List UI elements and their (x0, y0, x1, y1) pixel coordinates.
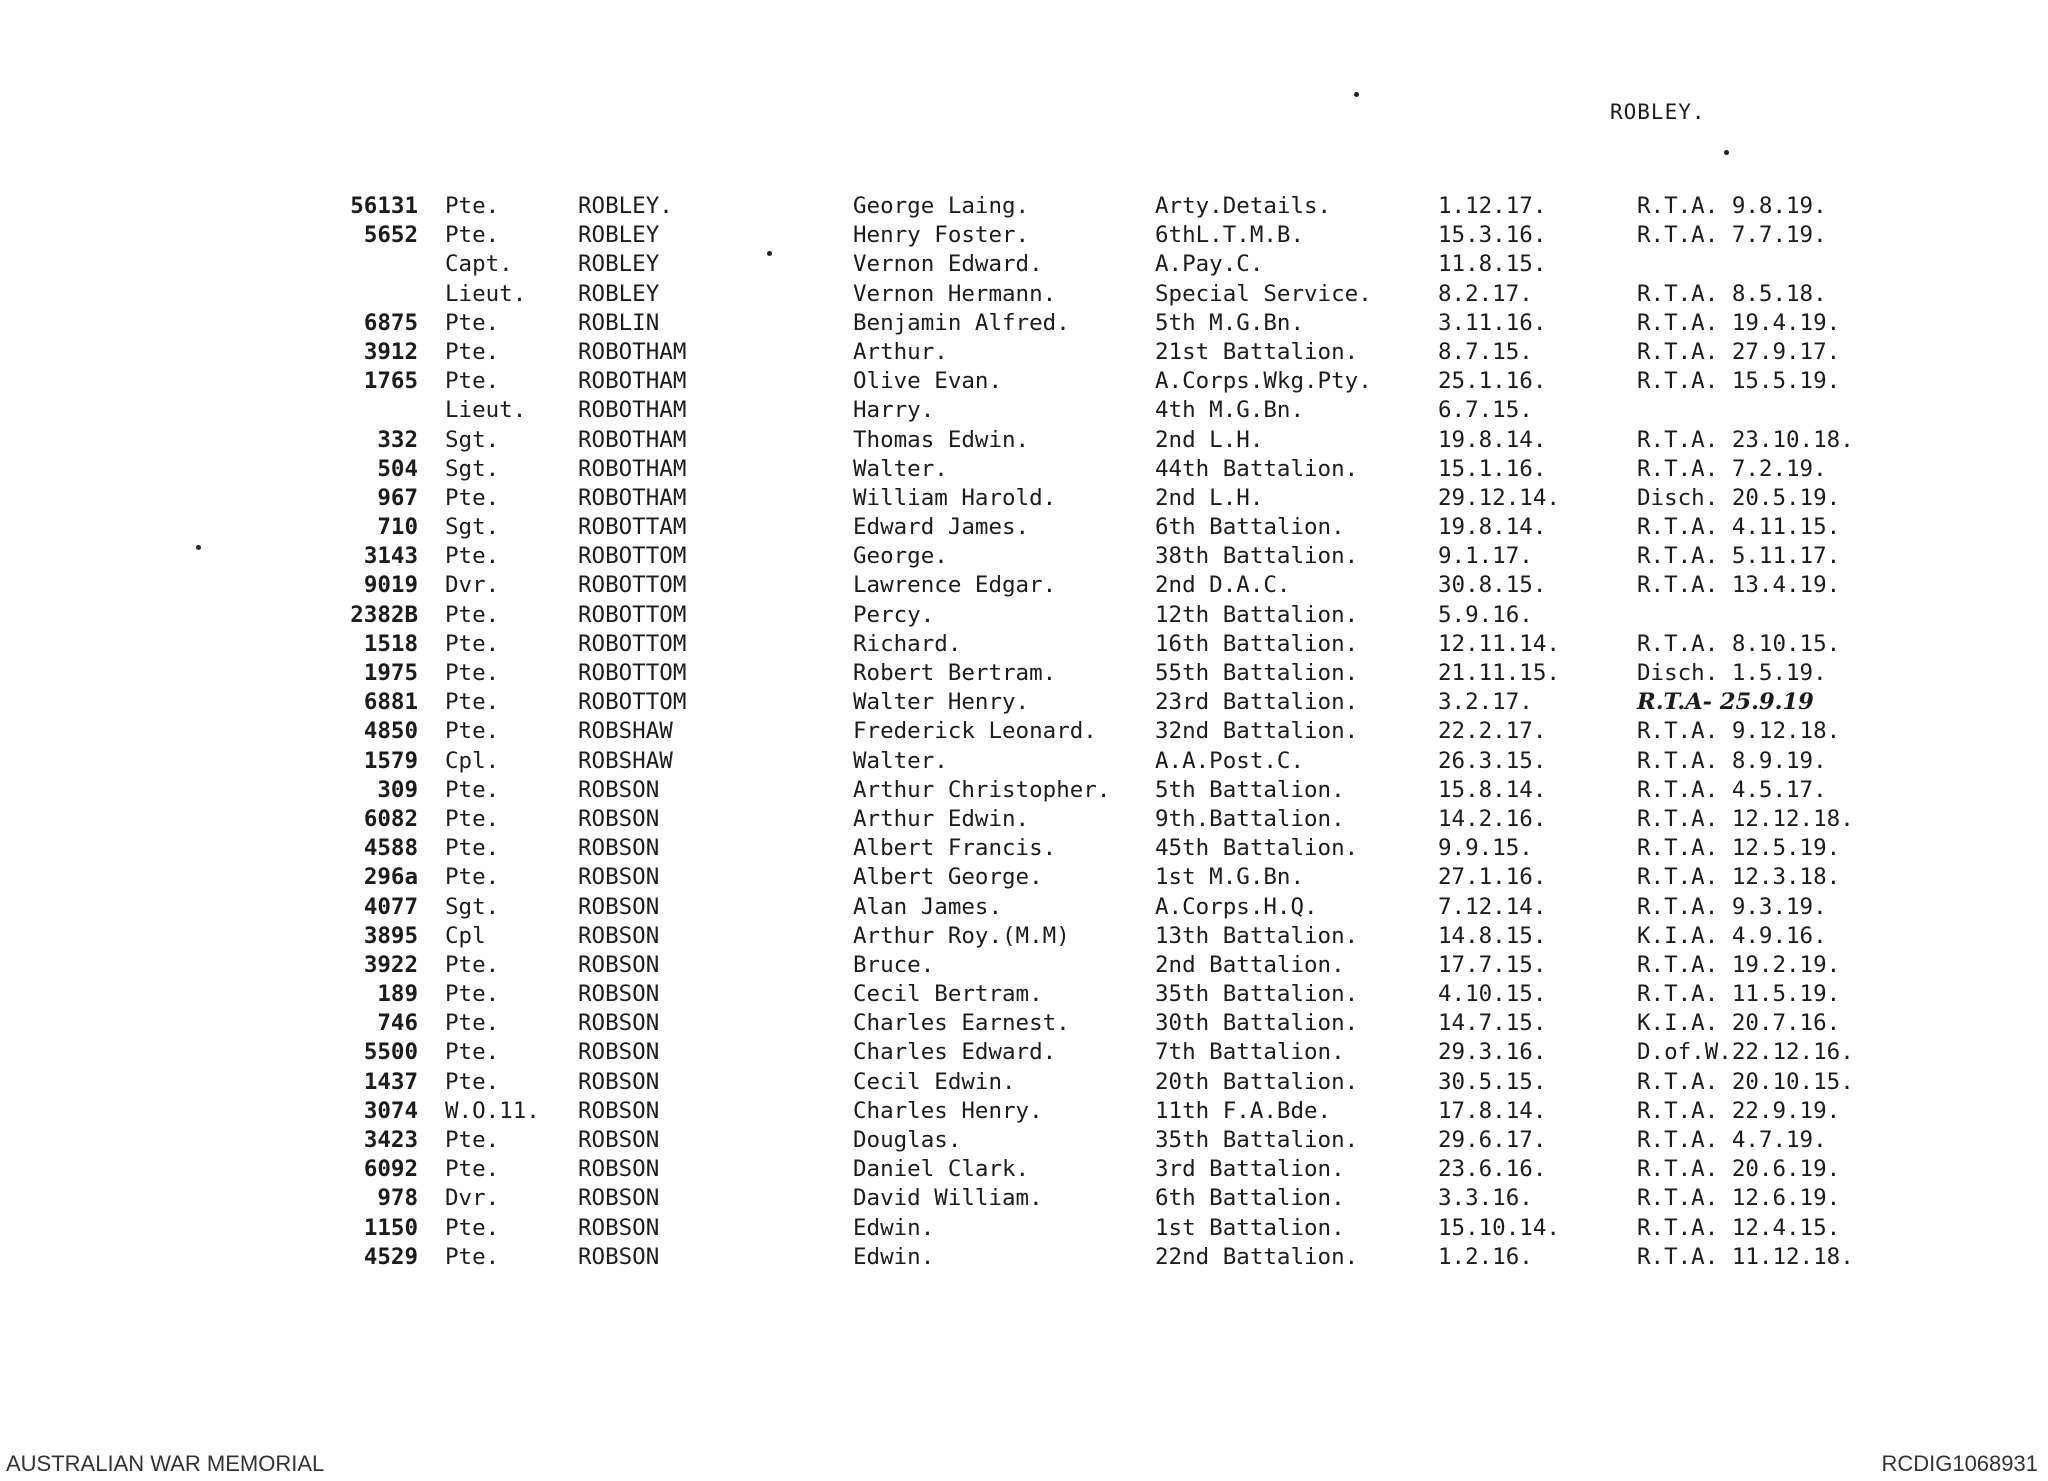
service-number: 1579 (363, 747, 418, 774)
fate: R.T.A. 8.9.19. (1637, 747, 1827, 774)
surname: ROBSON (578, 1039, 660, 1066)
service-number: 978 (377, 1185, 418, 1212)
surname: ROBLEY. (578, 193, 673, 219)
enlistment-date: 12.11.14. (1438, 630, 1560, 657)
fate: R.T.A- 25.9.19 (1637, 689, 1814, 716)
surname: ROBSON (578, 805, 660, 832)
unit: 6thL.T.M.B. (1155, 222, 1305, 249)
enlistment-date: 23.6.16. (1438, 1156, 1547, 1183)
service-number: 5652 (363, 222, 418, 249)
service-number: 189 (377, 981, 418, 1008)
fate: R.T.A. 9.8.19. (1637, 193, 1827, 219)
unit: 4th M.G.Bn. (1155, 397, 1305, 424)
fate: R.T.A. 7.2.19. (1637, 455, 1827, 482)
surname: ROBSON (578, 1243, 660, 1270)
rank: Sgt. (445, 893, 500, 920)
rank: Pte. (445, 338, 500, 365)
fate: R.T.A. 20.6.19. (1637, 1156, 1841, 1183)
unit: A.Pay.C. (1155, 251, 1264, 278)
unit: A.Corps.H.Q. (1155, 893, 1318, 920)
ink-speck (1724, 150, 1729, 155)
service-number: 4529 (363, 1243, 418, 1270)
surname: ROBOTTOM (578, 630, 687, 657)
rank: Pte. (445, 1127, 500, 1153)
unit: 2nd L.H. (1155, 484, 1264, 511)
surname: ROBSON (578, 1010, 660, 1037)
given-names: Albert Francis. (853, 835, 1057, 862)
unit: 44th Battalion. (1155, 455, 1359, 482)
surname: ROBSON (578, 922, 660, 949)
given-names: George. (853, 543, 948, 570)
enlistment-date: 30.8.15. (1438, 572, 1547, 599)
fate: R.T.A. 11.5.19. (1637, 981, 1841, 1008)
given-names: Vernon Edward. (853, 251, 1043, 278)
fate: R.T.A. 9.3.19. (1637, 893, 1827, 920)
service-number: 296a (363, 864, 418, 891)
surname: ROBOTHAM (578, 368, 687, 395)
given-names: Daniel Clark. (853, 1156, 1030, 1183)
rank: Sgt. (445, 455, 500, 482)
unit: 21st Battalion. (1155, 338, 1359, 365)
rank: Pte. (445, 981, 500, 1008)
unit: 2nd L.H. (1155, 426, 1264, 453)
surname: ROBSON (578, 1214, 660, 1241)
surname: ROBLEY (578, 222, 660, 249)
surname: ROBLIN (578, 309, 660, 336)
enlistment-date: 17.7.15. (1438, 951, 1547, 978)
enlistment-date: 1.12.17. (1438, 193, 1547, 219)
surname: ROBSON (578, 1097, 660, 1124)
enlistment-date: 4.10.15. (1438, 981, 1547, 1008)
surname: ROBSON (578, 1068, 660, 1095)
fate: R.T.A. 20.10.15. (1637, 1068, 1854, 1095)
surname: ROBSON (578, 835, 660, 862)
enlistment-date: 14.7.15. (1438, 1010, 1547, 1037)
rank: Pte. (445, 776, 500, 803)
given-names: Douglas. (853, 1127, 962, 1153)
service-number: 6875 (363, 309, 418, 336)
enlistment-date: 25.1.16. (1438, 368, 1547, 395)
service-number: 3895 (363, 922, 418, 949)
fate: Disch. 1.5.19. (1637, 660, 1827, 686)
given-names: Albert George. (853, 864, 1043, 891)
unit: 3rd Battalion. (1155, 1156, 1345, 1183)
rank: Pte. (445, 484, 500, 511)
rank: Pte. (445, 222, 500, 249)
enlistment-date: 14.2.16. (1438, 805, 1547, 832)
given-names: Lawrence Edgar. (853, 572, 1057, 599)
unit: 38th Battalion. (1155, 543, 1359, 570)
fate: R.T.A. 22.9.19. (1637, 1097, 1841, 1124)
given-names: Harry. (853, 397, 935, 424)
rank: Pte. (445, 309, 500, 336)
rank: Pte. (445, 718, 500, 745)
fate: Disch. 20.5.19. (1637, 484, 1841, 511)
surname: ROBOTTAM (578, 514, 687, 541)
fate: R.T.A. 13.4.19. (1637, 572, 1841, 599)
enlistment-date: 14.8.15. (1438, 922, 1547, 949)
rank: Pte. (445, 1156, 500, 1183)
service-number: 56131 (350, 193, 418, 219)
given-names: William Harold. (853, 484, 1057, 511)
fate: R.T.A. 4.11.15. (1637, 514, 1841, 541)
enlistment-date: 15.10.14. (1438, 1214, 1560, 1241)
service-number: 1765 (363, 368, 418, 395)
rank: Sgt. (445, 514, 500, 541)
surname: ROBOTTOM (578, 572, 687, 599)
enlistment-date: 7.12.14. (1438, 893, 1547, 920)
service-number: 309 (377, 776, 418, 803)
rank: Pte. (445, 1214, 500, 1241)
enlistment-date: 9.1.17. (1438, 543, 1533, 570)
fate: R.T.A. 12.3.18. (1637, 864, 1841, 891)
given-names: Walter. (853, 455, 948, 482)
given-names: Edwin. (853, 1243, 935, 1270)
given-names: Cecil Edwin. (853, 1068, 1016, 1095)
given-names: Edwin. (853, 1214, 935, 1241)
rank: Pte. (445, 1039, 500, 1066)
surname: ROBSON (578, 864, 660, 891)
unit: 2nd Battalion. (1155, 951, 1345, 978)
fate: R.T.A. 12.6.19. (1637, 1185, 1841, 1212)
enlistment-date: 8.2.17. (1438, 280, 1533, 307)
fate: K.I.A. 20.7.16. (1637, 1010, 1841, 1037)
service-number: 746 (377, 1010, 418, 1037)
unit: 22nd Battalion. (1155, 1243, 1359, 1270)
rank: Capt. (445, 251, 513, 278)
fate: R.T.A. 27.9.17. (1637, 338, 1841, 365)
unit: 11th F.A.Bde. (1155, 1097, 1332, 1124)
surname: ROBOTHAM (578, 426, 687, 453)
service-number: 967 (377, 484, 418, 511)
surname: ROBOTTOM (578, 689, 687, 716)
rank: Dvr. (445, 1185, 500, 1212)
unit: 35th Battalion. (1155, 981, 1359, 1008)
unit: 12th Battalion. (1155, 601, 1359, 628)
given-names: George Laing. (853, 193, 1030, 219)
fate: R.T.A. 23.10.18. (1637, 426, 1854, 453)
given-names: Percy. (853, 601, 935, 628)
unit: 1st Battalion. (1155, 1214, 1345, 1241)
given-names: Robert Bertram. (853, 660, 1057, 686)
rank: Pte. (445, 368, 500, 395)
enlistment-date: 3.2.17. (1438, 689, 1533, 716)
archive-credit: AUSTRALIAN WAR MEMORIAL (6, 1451, 325, 1476)
given-names: Charles Edward. (853, 1039, 1057, 1066)
rank: Pte. (445, 864, 500, 891)
enlistment-date: 26.3.15. (1438, 747, 1547, 774)
fate: D.of.W.22.12.16. (1637, 1039, 1854, 1066)
service-number: 710 (377, 514, 418, 541)
enlistment-date: 17.8.14. (1438, 1097, 1547, 1124)
fate: R.T.A. 12.12.18. (1637, 805, 1854, 832)
fate: R.T.A. 12.4.15. (1637, 1214, 1841, 1241)
given-names: Arthur Edwin. (853, 805, 1030, 832)
enlistment-date: 3.11.16. (1438, 309, 1547, 336)
unit: 5th Battalion. (1155, 776, 1345, 803)
fate: R.T.A. 5.11.17. (1637, 543, 1841, 570)
given-names: Benjamin Alfred. (853, 309, 1070, 336)
service-number: 3922 (363, 951, 418, 978)
surname: ROBOTHAM (578, 484, 687, 511)
unit: 6th Battalion. (1155, 1185, 1345, 1212)
surname: ROBOTHAM (578, 397, 687, 424)
unit: 55th Battalion. (1155, 660, 1359, 686)
given-names: Cecil Bertram. (853, 981, 1043, 1008)
enlistment-date: 27.1.16. (1438, 864, 1547, 891)
unit: 13th Battalion. (1155, 922, 1359, 949)
fate: R.T.A. 9.12.18. (1637, 718, 1841, 745)
surname: ROBLEY (578, 280, 660, 307)
given-names: Edward James. (853, 514, 1030, 541)
enlistment-date: 5.9.16. (1438, 601, 1533, 628)
rank: Dvr. (445, 572, 500, 599)
rank: Cpl. (445, 747, 500, 774)
service-number: 4077 (363, 893, 418, 920)
surname: ROBLEY (578, 251, 660, 278)
rank: Pte. (445, 543, 500, 570)
service-number: 1518 (363, 630, 418, 657)
rank: Pte. (445, 1243, 500, 1270)
rank: Pte. (445, 689, 500, 716)
given-names: Richard. (853, 630, 962, 657)
enlistment-date: 19.8.14. (1438, 514, 1547, 541)
enlistment-date: 6.7.15. (1438, 397, 1533, 424)
service-number: 5500 (363, 1039, 418, 1066)
given-names: Arthur. (853, 338, 948, 365)
unit: 1st M.G.Bn. (1155, 864, 1305, 891)
service-number: 3074 (363, 1097, 418, 1124)
rank: Pte. (445, 601, 500, 628)
record-identifier: RCDIG1068931 (1881, 1451, 2038, 1476)
given-names: Arthur Roy.(M.M) (853, 922, 1070, 949)
rank: Sgt. (445, 426, 500, 453)
surname: ROBSHAW (578, 718, 673, 745)
service-number: 4850 (363, 718, 418, 745)
unit: 9th.Battalion. (1155, 805, 1345, 832)
unit: 30th Battalion. (1155, 1010, 1359, 1037)
rank: Pte. (445, 1068, 500, 1095)
page-heading: ROBLEY. (1610, 100, 1706, 124)
enlistment-date: 15.3.16. (1438, 222, 1547, 249)
rank: Pte. (445, 193, 500, 219)
surname: ROBSHAW (578, 747, 673, 774)
unit: Special Service. (1155, 280, 1372, 307)
unit: 45th Battalion. (1155, 835, 1359, 862)
enlistment-date: 15.8.14. (1438, 776, 1547, 803)
enlistment-date: 11.8.15. (1438, 251, 1547, 278)
service-number: 3143 (363, 543, 418, 570)
surname: ROBSON (578, 1185, 660, 1212)
surname: ROBSON (578, 776, 660, 803)
service-number: 1437 (363, 1068, 418, 1095)
fate: R.T.A. 8.5.18. (1637, 280, 1827, 307)
surname: ROBOTTOM (578, 660, 687, 686)
service-number: 1150 (363, 1214, 418, 1241)
ink-speck (196, 545, 201, 550)
rank: Lieut. (445, 280, 527, 307)
given-names: Walter. (853, 747, 948, 774)
unit: A.Corps.Wkg.Pty. (1155, 368, 1372, 395)
service-number: 6092 (363, 1156, 418, 1183)
enlistment-date: 15.1.16. (1438, 455, 1547, 482)
fate: R.T.A. 8.10.15. (1637, 630, 1841, 657)
surname: ROBSON (578, 893, 660, 920)
given-names: Vernon Hermann. (853, 280, 1057, 307)
enlistment-date: 22.2.17. (1438, 718, 1547, 745)
rank: Pte. (445, 660, 500, 686)
unit: 20th Battalion. (1155, 1068, 1359, 1095)
service-number: 3423 (363, 1127, 418, 1153)
enlistment-date: 29.12.14. (1438, 484, 1560, 511)
given-names: Walter Henry. (853, 689, 1030, 716)
given-names: Henry Foster. (853, 222, 1030, 249)
service-number: 504 (377, 455, 418, 482)
ink-speck (1354, 92, 1359, 97)
fate: R.T.A. 4.7.19. (1637, 1127, 1827, 1153)
service-number: 2382B (350, 601, 418, 628)
given-names: Olive Evan. (853, 368, 1003, 395)
service-number: 6881 (363, 689, 418, 716)
service-number: 1975 (363, 660, 418, 686)
unit: 35th Battalion. (1155, 1127, 1359, 1153)
unit: 23rd Battalion. (1155, 689, 1359, 716)
enlistment-date: 9.9.15. (1438, 835, 1533, 862)
fate: R.T.A. 4.5.17. (1637, 776, 1827, 803)
unit: 32nd Battalion. (1155, 718, 1359, 745)
ink-speck (767, 251, 772, 256)
unit: 2nd D.A.C. (1155, 572, 1291, 599)
rank: Pte. (445, 951, 500, 978)
service-number: 332 (377, 426, 418, 453)
fate: R.T.A. 12.5.19. (1637, 835, 1841, 862)
rank: Pte. (445, 835, 500, 862)
unit: 7th Battalion. (1155, 1039, 1345, 1066)
surname: ROBSON (578, 1127, 660, 1153)
surname: ROBSON (578, 1156, 660, 1183)
enlistment-date: 29.6.17. (1438, 1127, 1547, 1153)
unit: 5th M.G.Bn. (1155, 309, 1305, 336)
given-names: David William. (853, 1185, 1043, 1212)
enlistment-date: 3.3.16. (1438, 1185, 1533, 1212)
surname: ROBOTTOM (578, 601, 687, 628)
given-names: Charles Henry. (853, 1097, 1043, 1124)
enlistment-date: 8.7.15. (1438, 338, 1533, 365)
unit: Arty.Details. (1155, 193, 1332, 219)
surname: ROBSON (578, 981, 660, 1008)
rank: Cpl (445, 922, 486, 949)
unit: A.A.Post.C. (1155, 747, 1305, 774)
enlistment-date: 1.2.16. (1438, 1243, 1533, 1270)
unit: 6th Battalion. (1155, 514, 1345, 541)
enlistment-date: 30.5.15. (1438, 1068, 1547, 1095)
fate: R.T.A. 19.4.19. (1637, 309, 1841, 336)
fate: K.I.A. 4.9.16. (1637, 922, 1827, 949)
rank: Lieut. (445, 397, 527, 424)
service-number: 4588 (363, 835, 418, 862)
service-number: 3912 (363, 338, 418, 365)
fate: R.T.A. 7.7.19. (1637, 222, 1827, 249)
fate: R.T.A. 19.2.19. (1637, 951, 1841, 978)
given-names: Bruce. (853, 951, 935, 978)
service-number: 9019 (363, 572, 418, 599)
enlistment-date: 19.8.14. (1438, 426, 1547, 453)
rank: Pte. (445, 1010, 500, 1037)
fate: R.T.A. 11.12.18. (1637, 1243, 1854, 1270)
enlistment-date: 29.3.16. (1438, 1039, 1547, 1066)
given-names: Charles Earnest. (853, 1010, 1070, 1037)
surname: ROBOTTOM (578, 543, 687, 570)
service-number: 6082 (363, 805, 418, 832)
rank: W.O.11. (445, 1097, 540, 1124)
fate: R.T.A. 15.5.19. (1637, 368, 1841, 395)
rank: Pte. (445, 805, 500, 832)
enlistment-date: 21.11.15. (1438, 660, 1560, 686)
surname: ROBOTHAM (578, 455, 687, 482)
given-names: Alan James. (853, 893, 1003, 920)
surname: ROBOTHAM (578, 338, 687, 365)
given-names: Arthur Christopher. (853, 776, 1111, 803)
unit: 16th Battalion. (1155, 630, 1359, 657)
given-names: Frederick Leonard. (853, 718, 1097, 745)
given-names: Thomas Edwin. (853, 426, 1030, 453)
surname: ROBSON (578, 951, 660, 978)
rank: Pte. (445, 630, 500, 657)
